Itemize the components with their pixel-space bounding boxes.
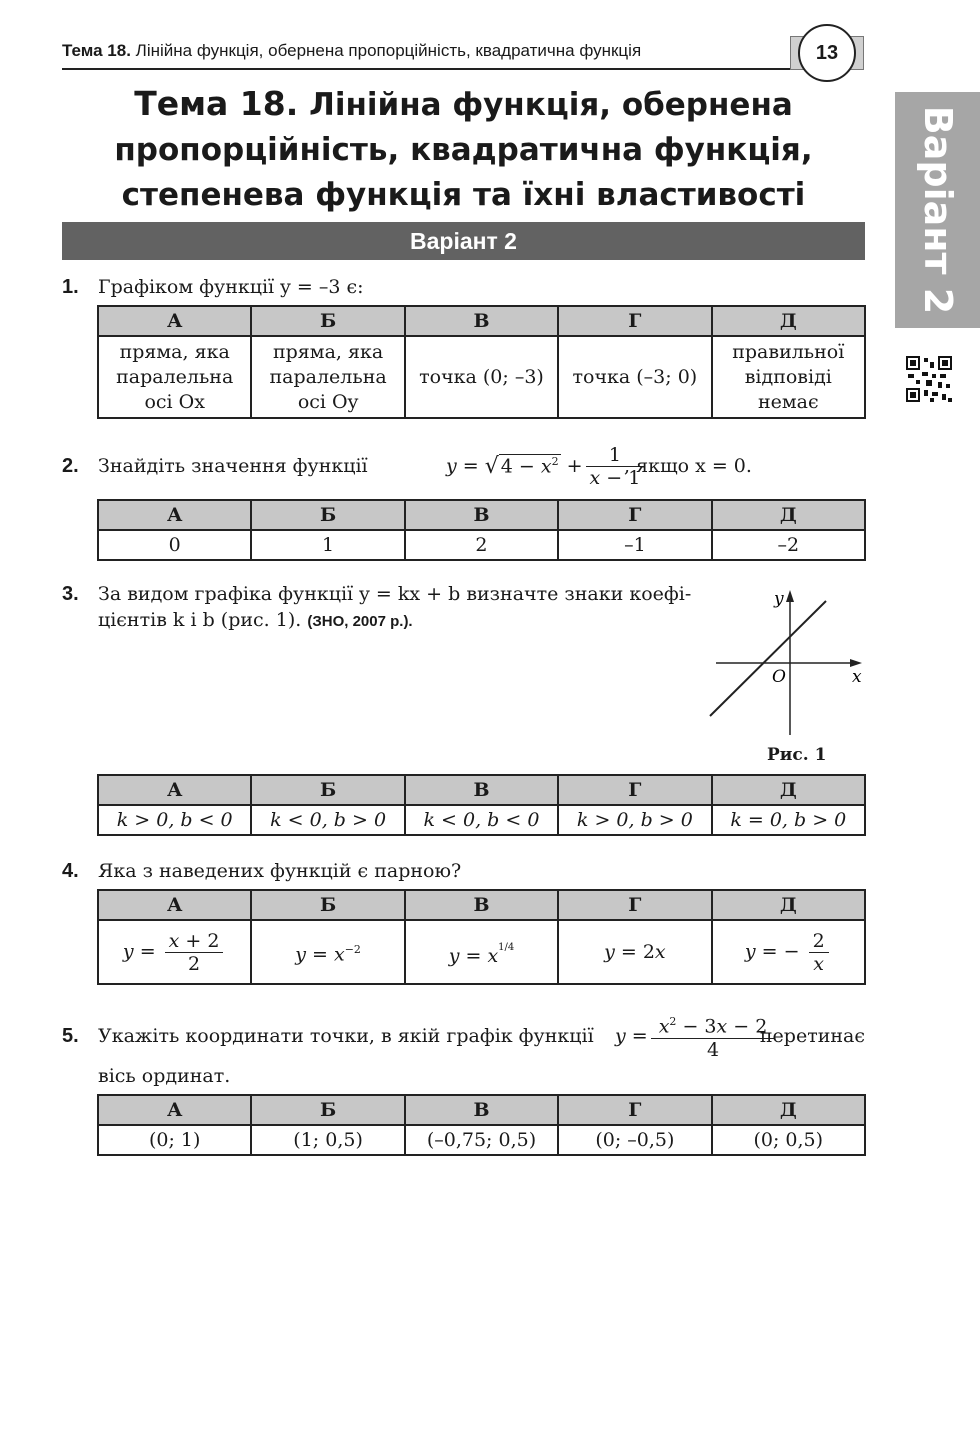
col-header: Г [558, 775, 711, 805]
col-header: В [405, 775, 558, 805]
running-topic-title: Лінійна функція, обернена пропорційність, квадратична функція [130, 41, 642, 60]
x-axis-label: x [852, 667, 862, 687]
x-axis-arrow-icon [850, 659, 862, 667]
question-text: Знайдіть значення функції [98, 455, 368, 477]
question-text-line-2: вісь ординат. [98, 1065, 231, 1087]
col-header: В [405, 306, 558, 336]
question-number: 4. [62, 860, 79, 882]
title-line-1: Лінійна функція, обернена [298, 87, 793, 123]
answer-cell[interactable]: k = 0, b > 0 [712, 805, 865, 835]
answer-cell[interactable]: $y = x^{1/4}$ [405, 920, 558, 984]
col-header: Г [558, 306, 711, 336]
variant-bar: Варіант 2 [62, 222, 865, 260]
question-text-end: , якщо x = 0. [624, 455, 752, 477]
formula: y = $\frac{x^2 - 3x - 2}{4}$ [615, 1010, 778, 1062]
y-axis-arrow-icon [786, 590, 794, 602]
col-header: Б [251, 306, 404, 336]
qr-code-icon [906, 356, 952, 402]
col-header: Б [251, 890, 404, 920]
answer-cell[interactable]: 0 [98, 530, 251, 560]
question-source: (ЗНО, 2007 р.). [307, 613, 413, 630]
question-text: Яка з наведених функцій є парною? [98, 860, 462, 882]
running-topic-number: Тема 18. [62, 41, 131, 60]
answer-cell[interactable]: y = 2x [558, 920, 711, 984]
col-header: А [98, 306, 251, 336]
page-number: 13 [798, 24, 856, 82]
title-line-3: степенева функція та їхні властивості [121, 177, 806, 213]
side-tab-label: Варіант 2 [915, 105, 960, 315]
answer-cell[interactable]: $y = x^{-2}$ [251, 920, 404, 984]
answer-table-4 [97, 889, 866, 985]
answer-table-2 [97, 499, 866, 561]
question-number: 3. [62, 583, 79, 605]
col-header: В [405, 1095, 558, 1125]
title-line-2: пропорційність, квадратична функція, [114, 132, 813, 168]
running-header [62, 38, 862, 70]
question-text: Укажіть координати точки, в якій графік функції [98, 1025, 594, 1047]
answer-cell[interactable]: –1 [558, 530, 711, 560]
answer-cell[interactable]: пряма, яка паралельна осі Oy [251, 336, 404, 418]
col-header: В [405, 890, 558, 920]
answer-cell[interactable]: k > 0, b > 0 [558, 805, 711, 835]
answer-cell[interactable]: точка (–3; 0) [558, 336, 711, 418]
question-text-line-1: За видом графіка функції y = kx + b визначте знаки коефі- [98, 583, 692, 605]
answer-cell[interactable]: y = − $\frac{2}{x}$ [712, 920, 865, 984]
answer-cell[interactable]: (–0,75; 0,5) [405, 1125, 558, 1155]
question-text-line-2: цієнтів k і b (рис. 1). [98, 609, 302, 631]
figure-caption: Рис. 1 [767, 745, 827, 765]
answer-cell[interactable]: правильної відповіді немає [712, 336, 865, 418]
col-header: Д [712, 1095, 865, 1125]
side-tab [895, 92, 980, 328]
col-header: Б [251, 775, 404, 805]
col-header: А [98, 1095, 251, 1125]
col-header: Д [712, 890, 865, 920]
col-header: А [98, 775, 251, 805]
col-header: Г [558, 500, 711, 530]
col-header: В [405, 500, 558, 530]
answer-cell[interactable]: 1 [251, 530, 404, 560]
formula: y = √ $4 - x^2$ + $\frac{1}{x - 1}$ [446, 441, 647, 491]
answer-cell[interactable]: k < 0, b < 0 [405, 805, 558, 835]
answer-table-3 [97, 774, 866, 836]
question-text: Графіком функції y = –3 є: [98, 276, 364, 298]
answer-table-1 [97, 305, 866, 419]
col-header: Б [251, 1095, 404, 1125]
answer-cell[interactable]: k > 0, b < 0 [98, 805, 251, 835]
answer-cell[interactable]: (0; 0,5) [712, 1125, 865, 1155]
col-header: Д [712, 775, 865, 805]
col-header: Д [712, 500, 865, 530]
answer-cell[interactable]: –2 [712, 530, 865, 560]
answer-cell[interactable]: (1; 0,5) [251, 1125, 404, 1155]
question-5 [62, 1010, 865, 1090]
figure-1 [700, 585, 870, 745]
page-title [62, 82, 865, 217]
col-header: Г [558, 890, 711, 920]
answer-cell[interactable]: (0; –0,5) [558, 1125, 711, 1155]
answer-cell[interactable]: k < 0, b > 0 [251, 805, 404, 835]
answer-cell[interactable]: 2 [405, 530, 558, 560]
answer-cell[interactable]: точка (0; –3) [405, 336, 558, 418]
title-topic-number: Тема 18. [134, 84, 299, 123]
answer-table-5 [97, 1094, 866, 1156]
y-axis-label: y [774, 589, 784, 609]
answer-cell[interactable]: y = $\frac{x + 2}{2}$ [98, 920, 251, 984]
col-header: Д [712, 306, 865, 336]
col-header: А [98, 500, 251, 530]
question-text-end: перетинає [759, 1025, 865, 1047]
answer-cell[interactable]: пряма, яка паралельна осі Ox [98, 336, 251, 418]
question-number: 5. [62, 1025, 79, 1047]
function-line [710, 601, 826, 716]
question-number: 2. [62, 455, 79, 477]
origin-label: O [772, 667, 786, 687]
col-header: А [98, 890, 251, 920]
col-header: Г [558, 1095, 711, 1125]
col-header: Б [251, 500, 404, 530]
answer-cell[interactable]: (0; 1) [98, 1125, 251, 1155]
question-number: 1. [62, 276, 79, 298]
